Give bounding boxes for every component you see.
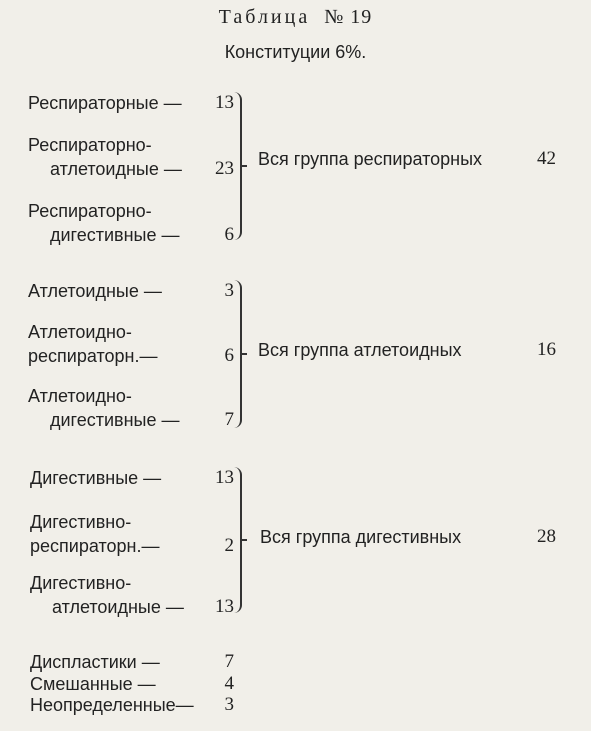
group-brace xyxy=(230,280,242,428)
group-total: 16 xyxy=(537,339,556,360)
title-number: № 19 xyxy=(324,6,373,28)
group-label: Вся группа дигестивных xyxy=(260,527,462,547)
group-total: 42 xyxy=(537,148,556,169)
group-brace xyxy=(230,92,242,240)
group-label: Вся группа атлетоидных xyxy=(258,340,462,360)
group-brace xyxy=(230,467,242,613)
title-label: Таблица xyxy=(218,6,311,28)
document-page: Таблица № 19 Конституции 6%. Респираторные — 13 Респираторно- атлетоидные — 23 Респираторно- дигестивные — 6 Вся группа респираторных 42 Атлетоидные — 3 Атлетоидно- респираторн.— 6 Атлетоидно- дигестивные — 7 Вся группа атлетоидных 16 Дигестивные — 13 Дигестивно- респираторн.— 2 Дигестивно- атлетоидные — 13 Вся группа дигестивных 28 Диспластики — 7 Смешанные — 4 Неопределенные— 3 xyxy=(0,0,591,731)
table-title xyxy=(0,6,591,29)
group-total: 28 xyxy=(537,526,556,547)
table-subtitle: Конституции 6%. xyxy=(224,42,367,62)
group-label: Вся группа респираторных xyxy=(258,149,483,169)
